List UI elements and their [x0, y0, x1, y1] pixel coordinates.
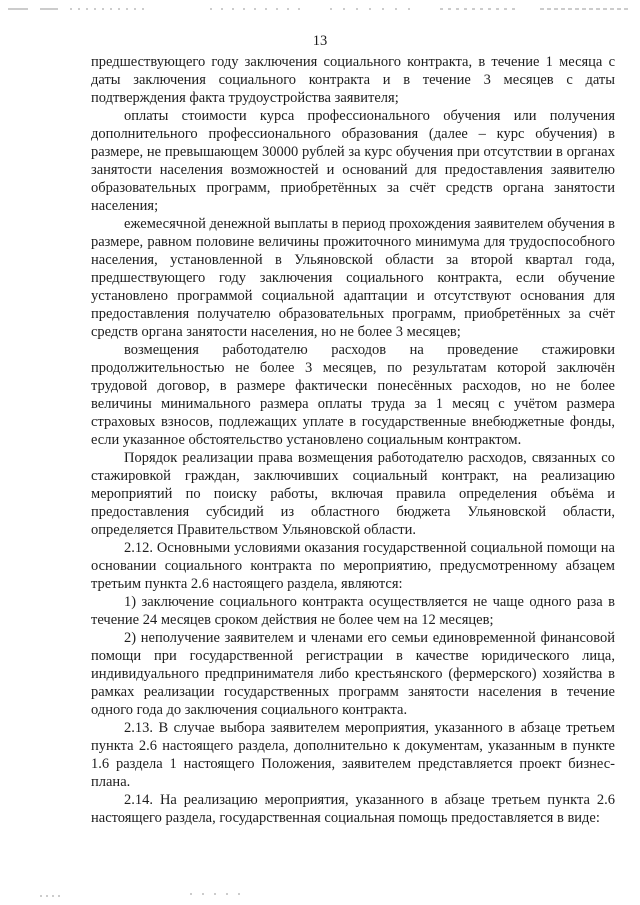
paragraph: Порядок реализации права возмещения работодателю расходов, связанных со стажировкой граждан, заключивших социальный контракт, на реализацию мероприятий по поиску работы, включая правила определения объёма и предоставления субсидий из областного бюджета Ульяновской области, определяется Правительством Ульяновской области. [91, 450, 615, 538]
paragraph: 2) неполучение заявителем и членами его семьи единовременной финансовой помощи при государственной регистрации в качестве юридического лица, индивидуального предпринимателя либо крестьянского (фермерского) хозяйства в рамках реализации государственных программ занятости населения в течение одного года до заключения социального контракта. [91, 630, 615, 718]
paragraph: ежемесячной денежной выплаты в период прохождения заявителем обучения в размере, равном половине величины прожиточного минимума для трудоспособного населения, установленной в Ульяновской области за второй квартал года, предшествующего году заключения социального контракта, если обучение установлено программой социальной адаптации и отсутствуют основания для предоставления получателю образовательных программ, приобретённых за счёт средств органа занятости населения, но не более 3 месяцев; [91, 216, 615, 340]
paragraph: 2.12. Основными условиями оказания государственной социальной помощи на основании социального контракта по мероприятию, предусмотренному абзацем третьим пункта 2.6 настоящего раздела, являются: [91, 540, 615, 592]
paragraph: возмещения работодателю расходов на проведение стажировки продолжительностью не более 3 месяцев, по результатам которой заключён трудовой договор, в размере фактически понесённых расходов, но не более величины минимального размера оплаты труда за 1 месяц с учётом размера страховых взносов, подлежащих уплате в государственные внебюджетные фонды, если указанное обстоятельство установлено социальным контрактом. [91, 342, 615, 448]
document-body [91, 53, 615, 827]
page-number: 13 [312, 33, 328, 49]
paragraph: 2.14. На реализацию мероприятия, указанного в абзаце третьем пункта 2.6 настоящего раздела, государственная социальная помощь предоставляется в виде: [91, 792, 615, 826]
paragraph: оплаты стоимости курса профессионального обучения или получения дополнительного профессионального образования (далее – курс обучения) в размере, не превышающем 30000 рублей за курс обучения при отсутствии в органах занятости населения возможностей и оснований для предоставления заявителю образовательных программ, приобретённых за счёт средств органа занятости населения; [91, 108, 615, 214]
paragraph: 1) заключение социального контракта осуществляется не чаще одного раза в течение 24 месяцев сроком действия не более чем на 12 месяцев; [91, 594, 615, 628]
paragraph: 2.13. В случае выбора заявителем мероприятия, указанного в абзаце третьем пункта 2.6 настоящего раздела, дополнительно к документам, указанным в пункте 1.6 раздела 1 настоящего Положения, заявителем представляется проект бизнес-плана. [91, 720, 615, 790]
paragraph: предшествующего году заключения социального контракта, в течение 1 месяца с даты заключения социального контракта и в течение 3 месяцев с даты подтверждения факта трудоустройства заявителя; [91, 54, 615, 106]
